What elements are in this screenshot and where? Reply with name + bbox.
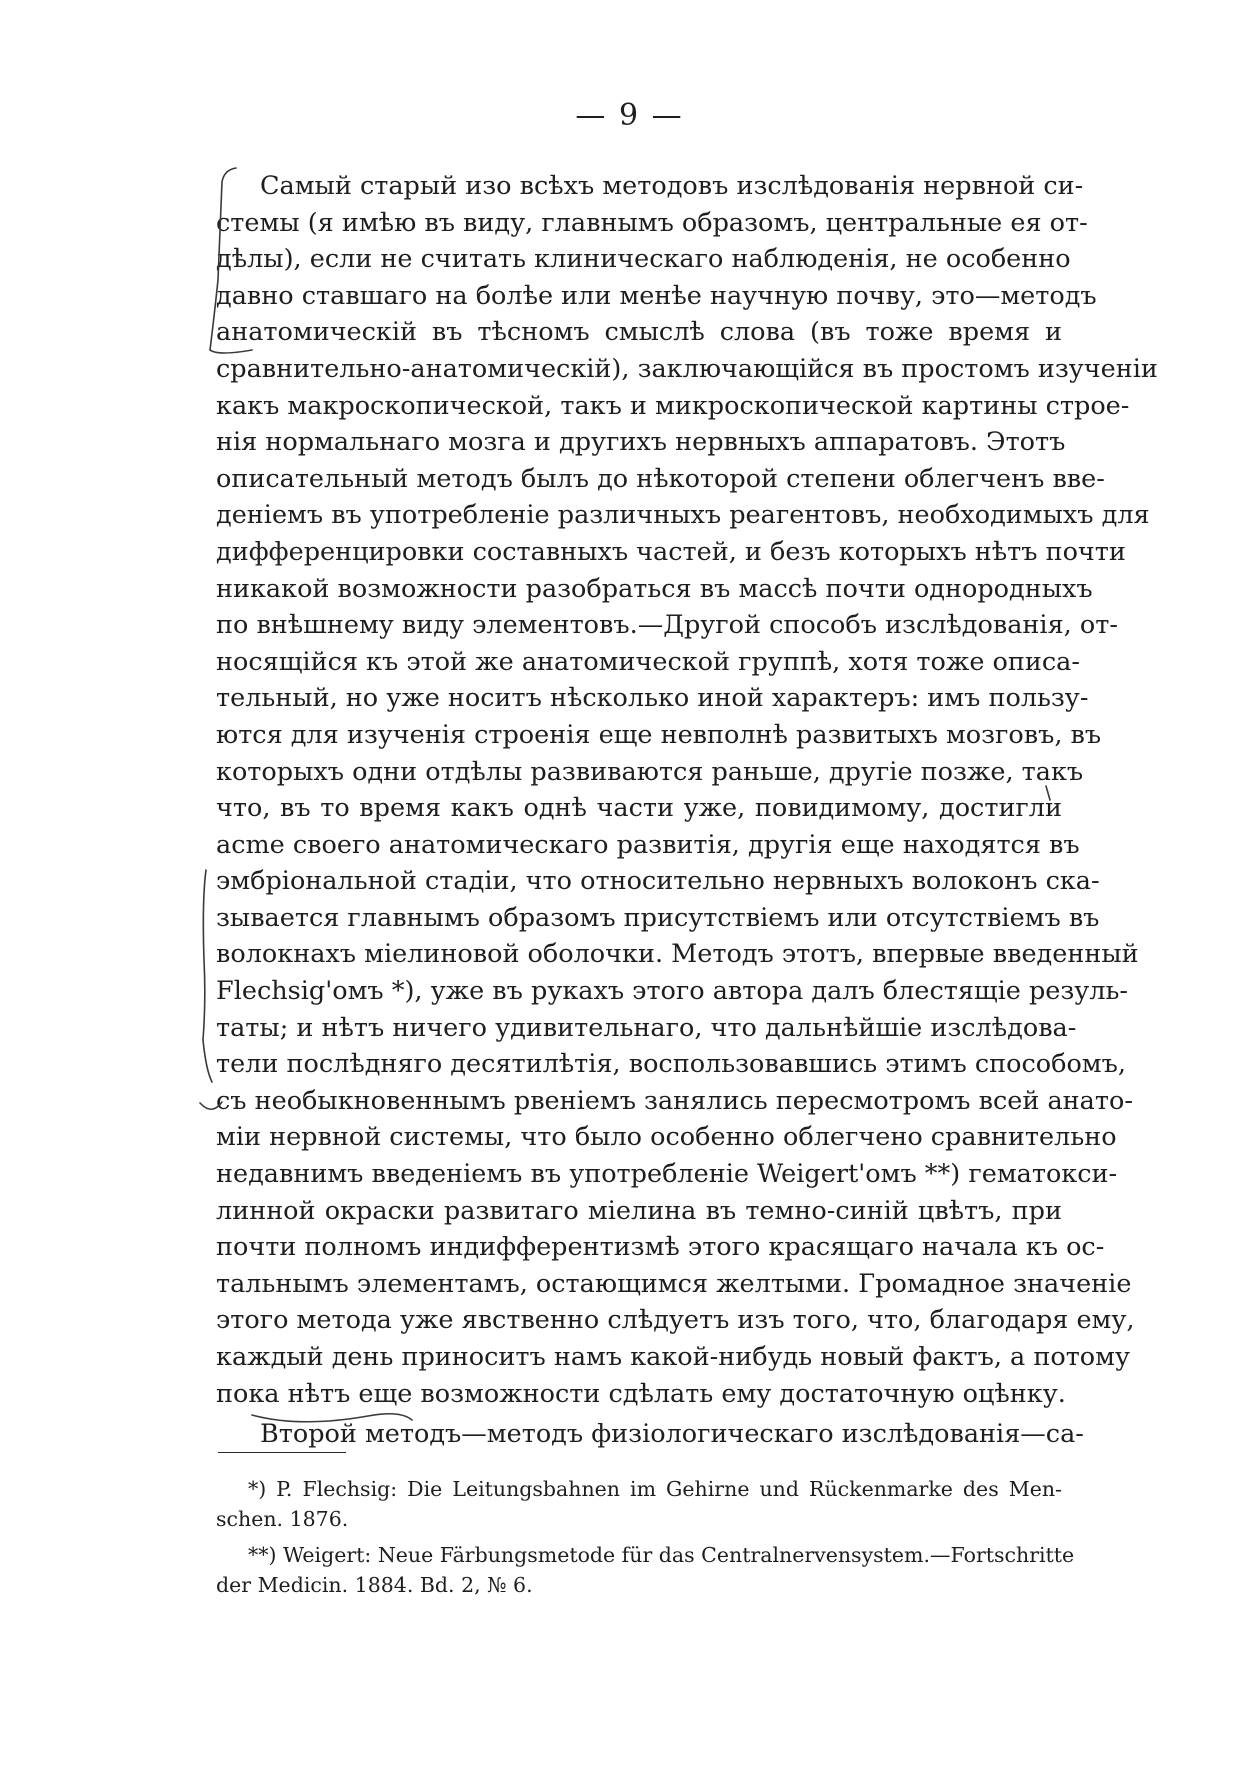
text-line: тальнымъ элементамъ, остающимся желтыми. Громадное значеніе [216,1268,1132,1299]
footnote-line: **) Weigert: Neue Färbungsmetode für das Centralnervensystem.—Fortschritte [248,1543,1075,1567]
footnote-line: *) P. Flechsig: Die Leitungsbahnen im Gehirne und Rückenmarke des Men- [248,1477,1062,1501]
text-line: пока нѣтъ еще возможности сдѣлать ему достаточную оцѣнку. [216,1378,1066,1409]
text-line: стемы (я имѣю въ виду, главнымъ образомъ, центральные ея от- [216,207,1088,238]
text-line: что, въ то время какъ однѣ части уже, повидимому, достигли [216,793,1062,824]
text-line: зывается главнымъ образомъ присутствіемъ или отсутствіемъ въ [216,902,1100,933]
text-line: этого метода уже явственно слѣдуетъ изъ того, что, благодаря ему, [216,1305,1135,1336]
text-line: дифференцировки составныхъ частей, и безъ которыхъ нѣтъ почти [216,536,1126,567]
footnote-line: schen. 1876. [216,1507,349,1531]
text-line: ются для изученія строенія еще невполнѣ развитыхъ мозговъ, въ [216,719,1102,750]
text-line: анатомическій въ тѣсномъ смыслѣ слова (въ тоже время и [216,317,1062,348]
text-line: давно ставшаго на болѣе или менѣе научную почву, это—методъ [216,280,1097,311]
text-line: Flechsig'омъ *), уже въ рукахъ этого автора далъ блестящіе резуль- [216,976,1129,1007]
page-number: — 9 — [575,98,684,133]
text-line: линной окраски развитаго міелина въ темно-синій цвѣтъ, при [216,1195,1062,1226]
text-line: сравнительно-анатомическій), заключающійся въ простомъ изученіи [216,353,1158,384]
text-line: волокнахъ міелиновой оболочки. Методъ этотъ, впервые введенный [216,939,1139,970]
text-line: тели послѣдняго десятилѣтія, воспользовавшись этимъ способомъ, [216,1049,1126,1080]
text-line: таты; и нѣтъ ничего удивительнаго, что дальнѣйшіе изслѣдова- [216,1012,1077,1043]
footnote-line: der Medicin. 1884. Bd. 2, № 6. [216,1573,533,1597]
pencil-bracket-middle [203,870,212,1082]
text-line: тельный, но уже носитъ нѣсколько иной характеръ: имъ пользу- [216,683,1089,714]
text-line: почти полномъ индифферентизмѣ этого красящаго начала къ ос- [216,1232,1105,1263]
text-line: какъ макроскопической, такъ и микроскопической картины строе- [216,390,1130,421]
text-line: недавнимъ введеніемъ въ употребленіе Weigert'омъ **) гематокси- [216,1159,1118,1190]
text-line: каждый день приноситъ намъ какой-нибудь новый фактъ, а потому [216,1342,1130,1372]
text-line: деніемъ въ употребленіе различныхъ реагентовъ, необходимыхъ для [216,500,1150,531]
text-line: которыхъ одни отдѣлы развиваются раньше, другіе позже, такъ [216,756,1084,787]
text-line: никакой возможности разобраться въ массѣ почти однородныхъ [216,573,1093,604]
body-text [216,168,1158,1453]
text-line: Второй методъ—методъ физіологическаго изслѣдованія—са- [260,1419,1084,1450]
footnote-divider [218,1452,346,1453]
text-line: по внѣшнему виду элементовъ.—Другой способъ изслѣдованія, от- [216,610,1118,641]
text-line: описательный методъ былъ до нѣкоторой степени облегченъ вве- [216,463,1105,494]
text-line: міи нервной системы, что было особенно облегчено сравнительно [216,1122,1117,1153]
text-line: дѣлы), если не считать клиническаго наблюденія, не особенно [216,244,1071,275]
text-line: Самый старый изо всѣхъ методовъ изслѣдованія нервной си- [260,171,1084,201]
text-line: носящійся къ этой же анатомической группѣ, хотя тоже описа- [216,646,1080,677]
text-line: нія нормальнаго мозга и другихъ нервныхъ аппаратовъ. Этотъ [216,427,1066,458]
footnotes [216,1474,1075,1600]
text-line: acme своего анатомическаго развитія, другія еще находятся въ [216,829,1080,860]
text-line: съ необыкновеннымъ рвеніемъ занялись пересмотромъ всей анато- [216,1085,1133,1116]
text-line: эмбріональной стадіи, что относительно нервныхъ волоконъ ска- [216,866,1100,897]
